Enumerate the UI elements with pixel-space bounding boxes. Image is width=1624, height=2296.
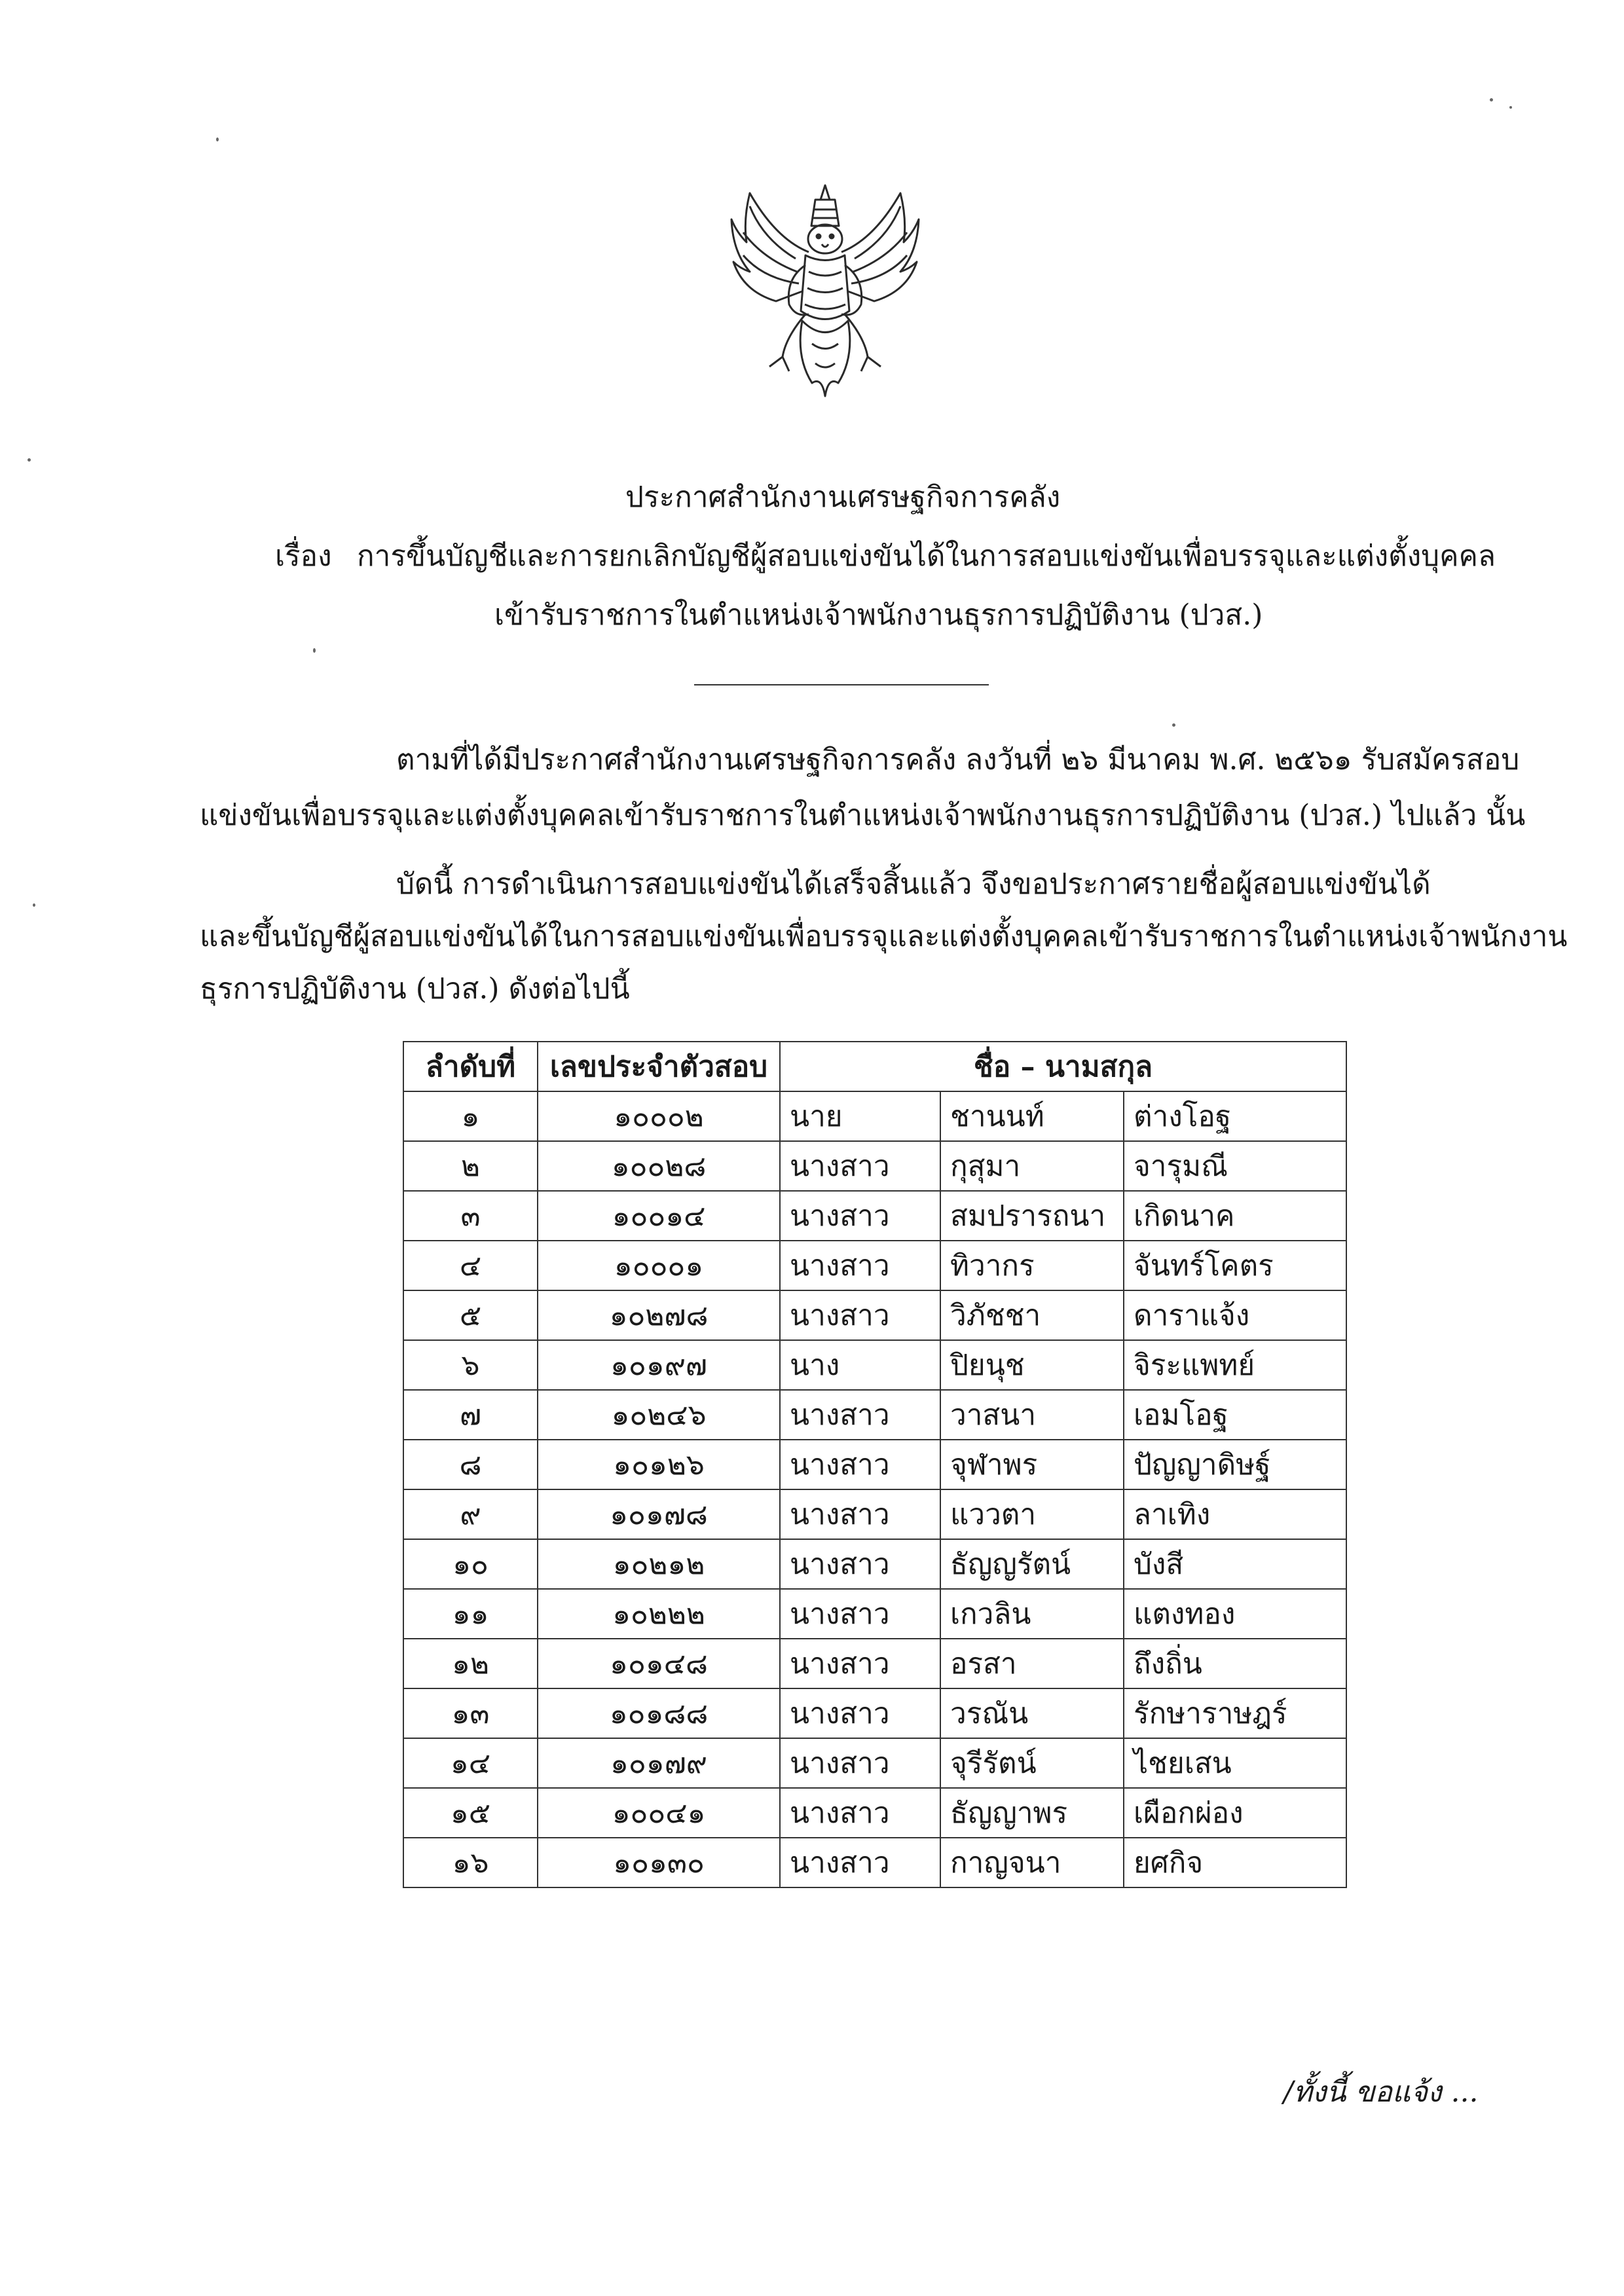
table-header-row	[403, 1042, 1346, 1091]
cell-last-name: ปัญญาดิษฐ์	[1124, 1440, 1346, 1489]
cell-name-title: นางสาว	[780, 1688, 940, 1738]
cell-name-title: นาง	[780, 1340, 940, 1390]
cell-name-title: นางสาว	[780, 1788, 940, 1838]
cell-first-name: กุสุมา	[940, 1141, 1124, 1191]
cell-rank: ๓	[403, 1191, 538, 1241]
table-row	[403, 1390, 1346, 1440]
cell-first-name: สมปรารถนา	[940, 1191, 1124, 1241]
cell-name-title: นางสาว	[780, 1141, 940, 1191]
cell-exam-id: ๑๐๐๐๑	[538, 1241, 780, 1290]
garuda-emblem-icon	[724, 180, 927, 409]
cell-rank: ๑๖	[403, 1838, 538, 1887]
cell-rank: ๑	[403, 1091, 538, 1141]
cell-name-title: นางสาว	[780, 1489, 940, 1539]
paragraph-1-line-2: แข่งขันเพื่อบรรจุและแต่งตั้งบุคคลเข้ารับราชการในตำแหน่งเจ้าพนักงานธุรการปฏิบัติงาน (ปวส.) ไปแล้ว นั้น	[200, 799, 1526, 832]
table-row	[403, 1440, 1346, 1489]
cell-rank: ๕	[403, 1290, 538, 1340]
cell-last-name: เกิดนาค	[1124, 1191, 1346, 1241]
cell-last-name: ถึงถิ่น	[1124, 1639, 1346, 1688]
cell-last-name: ลาเทิง	[1124, 1489, 1346, 1539]
candidate-table	[403, 1041, 1347, 1888]
cell-exam-id: ๑๐๐๒๘	[538, 1141, 780, 1191]
table-row	[403, 1241, 1346, 1290]
cell-first-name: แววตา	[940, 1489, 1124, 1539]
cell-first-name: เกวลิน	[940, 1589, 1124, 1639]
cell-first-name: จุรีรัตน์	[940, 1738, 1124, 1788]
cell-name-title: นางสาว	[780, 1390, 940, 1440]
cell-first-name: ทิวากร	[940, 1241, 1124, 1290]
cell-exam-id: ๑๐๑๒๖	[538, 1440, 780, 1489]
cell-exam-id: ๑๐๒๒๒	[538, 1589, 780, 1639]
cell-first-name: ชานนท์	[940, 1091, 1124, 1141]
cell-first-name: จุฬาพร	[940, 1440, 1124, 1489]
cell-first-name: วรณัน	[940, 1688, 1124, 1738]
cell-name-title: นางสาว	[780, 1539, 940, 1589]
table-row	[403, 1788, 1346, 1838]
scan-speck	[33, 903, 35, 907]
cell-rank: ๔	[403, 1241, 538, 1290]
cell-last-name: เผือกผ่อง	[1124, 1788, 1346, 1838]
cell-last-name: ต่างโอฐ	[1124, 1091, 1346, 1141]
cell-exam-id: ๑๐๑๙๗	[538, 1340, 780, 1390]
cell-first-name: ธัญญาพร	[940, 1788, 1124, 1838]
table-row	[403, 1141, 1346, 1191]
header-name: ชื่อ – นามสกุล	[780, 1042, 1346, 1091]
cell-last-name: รักษาราษฎร์	[1124, 1688, 1346, 1738]
continuation-note: /ทั้งนี้ ขอแจ้ง ...	[1283, 2075, 1479, 2109]
cell-rank: ๑๓	[403, 1688, 538, 1738]
cell-first-name: วิภัชชา	[940, 1290, 1124, 1340]
cell-rank: ๖	[403, 1340, 538, 1390]
cell-exam-id: ๑๐๒๔๖	[538, 1390, 780, 1440]
cell-last-name: ดาราแจ้ง	[1124, 1290, 1346, 1340]
cell-last-name: เอมโอฐ	[1124, 1390, 1346, 1440]
table-row	[403, 1091, 1346, 1141]
cell-last-name: ยศกิจ	[1124, 1838, 1346, 1887]
cell-exam-id: ๑๐๐๔๑	[538, 1788, 780, 1838]
cell-name-title: นางสาว	[780, 1440, 940, 1489]
cell-last-name: แตงทอง	[1124, 1589, 1346, 1639]
cell-exam-id: ๑๐๑๗๙	[538, 1738, 780, 1788]
scan-speck	[216, 137, 219, 141]
header-exam-id: เลขประจำตัวสอบ	[538, 1042, 780, 1091]
cell-first-name: วาสนา	[940, 1390, 1124, 1440]
paragraph-2-line-1: บัดนี้ การดำเนินการสอบแข่งขันได้เสร็จสิ้นแล้ว จึงขอประกาศรายชื่อผู้สอบแข่งขันได้	[396, 867, 1431, 901]
header-divider	[694, 684, 989, 685]
table-row	[403, 1539, 1346, 1589]
cell-name-title: นางสาว	[780, 1589, 940, 1639]
table-row	[403, 1688, 1346, 1738]
scan-speck	[1172, 723, 1175, 727]
scan-speck	[313, 648, 316, 653]
scan-speck	[1490, 98, 1493, 101]
cell-exam-id: ๑๐๑๓๐	[538, 1838, 780, 1887]
cell-rank: ๗	[403, 1390, 538, 1440]
cell-last-name: บังสี	[1124, 1539, 1346, 1589]
subject-text-1: การขึ้นบัญชีและการยกเลิกบัญชีผู้สอบแข่งขันได้ในการสอบแข่งขันเพื่อบรรจุและแต่งตั้งบุคคล	[357, 539, 1496, 573]
cell-last-name: จารุมณี	[1124, 1141, 1346, 1191]
paragraph-1-line-1: ตามที่ได้มีประกาศสำนักงานเศรษฐกิจการคลัง ลงวันที่ ๒๖ มีนาคม พ.ศ. ๒๕๖๑ รับสมัครสอบ	[396, 743, 1520, 776]
table-row	[403, 1639, 1346, 1688]
cell-first-name: ธัญญรัตน์	[940, 1539, 1124, 1589]
table-body	[403, 1091, 1346, 1887]
cell-exam-id: ๑๐๑๗๘	[538, 1489, 780, 1539]
cell-rank: ๙	[403, 1489, 538, 1539]
header-rank: ลำดับที่	[403, 1042, 538, 1091]
table-row	[403, 1290, 1346, 1340]
cell-name-title: นางสาว	[780, 1838, 940, 1887]
cell-name-title: นางสาว	[780, 1639, 940, 1688]
cell-rank: ๑๐	[403, 1539, 538, 1589]
cell-last-name: จิระแพทย์	[1124, 1340, 1346, 1390]
cell-exam-id: ๑๐๐๐๒	[538, 1091, 780, 1141]
table-row	[403, 1489, 1346, 1539]
cell-last-name: ไชยเสน	[1124, 1738, 1346, 1788]
cell-first-name: อรสา	[940, 1639, 1124, 1688]
subject-label: เรื่อง	[275, 539, 332, 573]
cell-rank: ๑๑	[403, 1589, 538, 1639]
cell-exam-id: ๑๐๑๘๘	[538, 1688, 780, 1738]
table-row	[403, 1589, 1346, 1639]
cell-rank: ๑๔	[403, 1738, 538, 1788]
cell-exam-id: ๑๐๐๑๔	[538, 1191, 780, 1241]
announcement-subject-line-1	[275, 527, 1496, 586]
cell-name-title: นาย	[780, 1091, 940, 1141]
paragraph-2-line-3: ธุรการปฏิบัติงาน (ปวส.) ดังต่อไปนี้	[200, 972, 630, 1006]
cell-last-name: จันทร์โคตร	[1124, 1241, 1346, 1290]
cell-exam-id: ๑๐๑๔๘	[538, 1639, 780, 1688]
cell-first-name: ปิยนุช	[940, 1340, 1124, 1390]
cell-first-name: กาญจนา	[940, 1838, 1124, 1887]
cell-rank: ๘	[403, 1440, 538, 1489]
cell-rank: ๑๒	[403, 1639, 538, 1688]
scan-speck	[1509, 106, 1512, 109]
cell-name-title: นางสาว	[780, 1241, 940, 1290]
table-row	[403, 1191, 1346, 1241]
cell-exam-id: ๑๐๒๑๒	[538, 1539, 780, 1589]
scan-speck	[28, 458, 31, 462]
paragraph-2-line-2: และขึ้นบัญชีผู้สอบแข่งขันได้ในการสอบแข่งขันเพื่อบรรจุและแต่งตั้งบุคคลเข้ารับราชการในตำแหน่งเจ้าพนักงาน	[200, 920, 1568, 953]
cell-rank: ๒	[403, 1141, 538, 1191]
cell-name-title: นางสาว	[780, 1738, 940, 1788]
announcement-title: ประกาศสำนักงานเศรษฐกิจการคลัง	[625, 481, 1061, 514]
cell-rank: ๑๕	[403, 1788, 538, 1838]
cell-name-title: นางสาว	[780, 1290, 940, 1340]
announcement-subject-line-2: เข้ารับราชการในตำแหน่งเจ้าพนักงานธุรการปฏิบัติงาน (ปวส.)	[494, 598, 1263, 632]
table-row	[403, 1838, 1346, 1887]
table-row	[403, 1738, 1346, 1788]
table-row	[403, 1340, 1346, 1390]
cell-exam-id: ๑๐๒๗๘	[538, 1290, 780, 1340]
cell-name-title: นางสาว	[780, 1191, 940, 1241]
